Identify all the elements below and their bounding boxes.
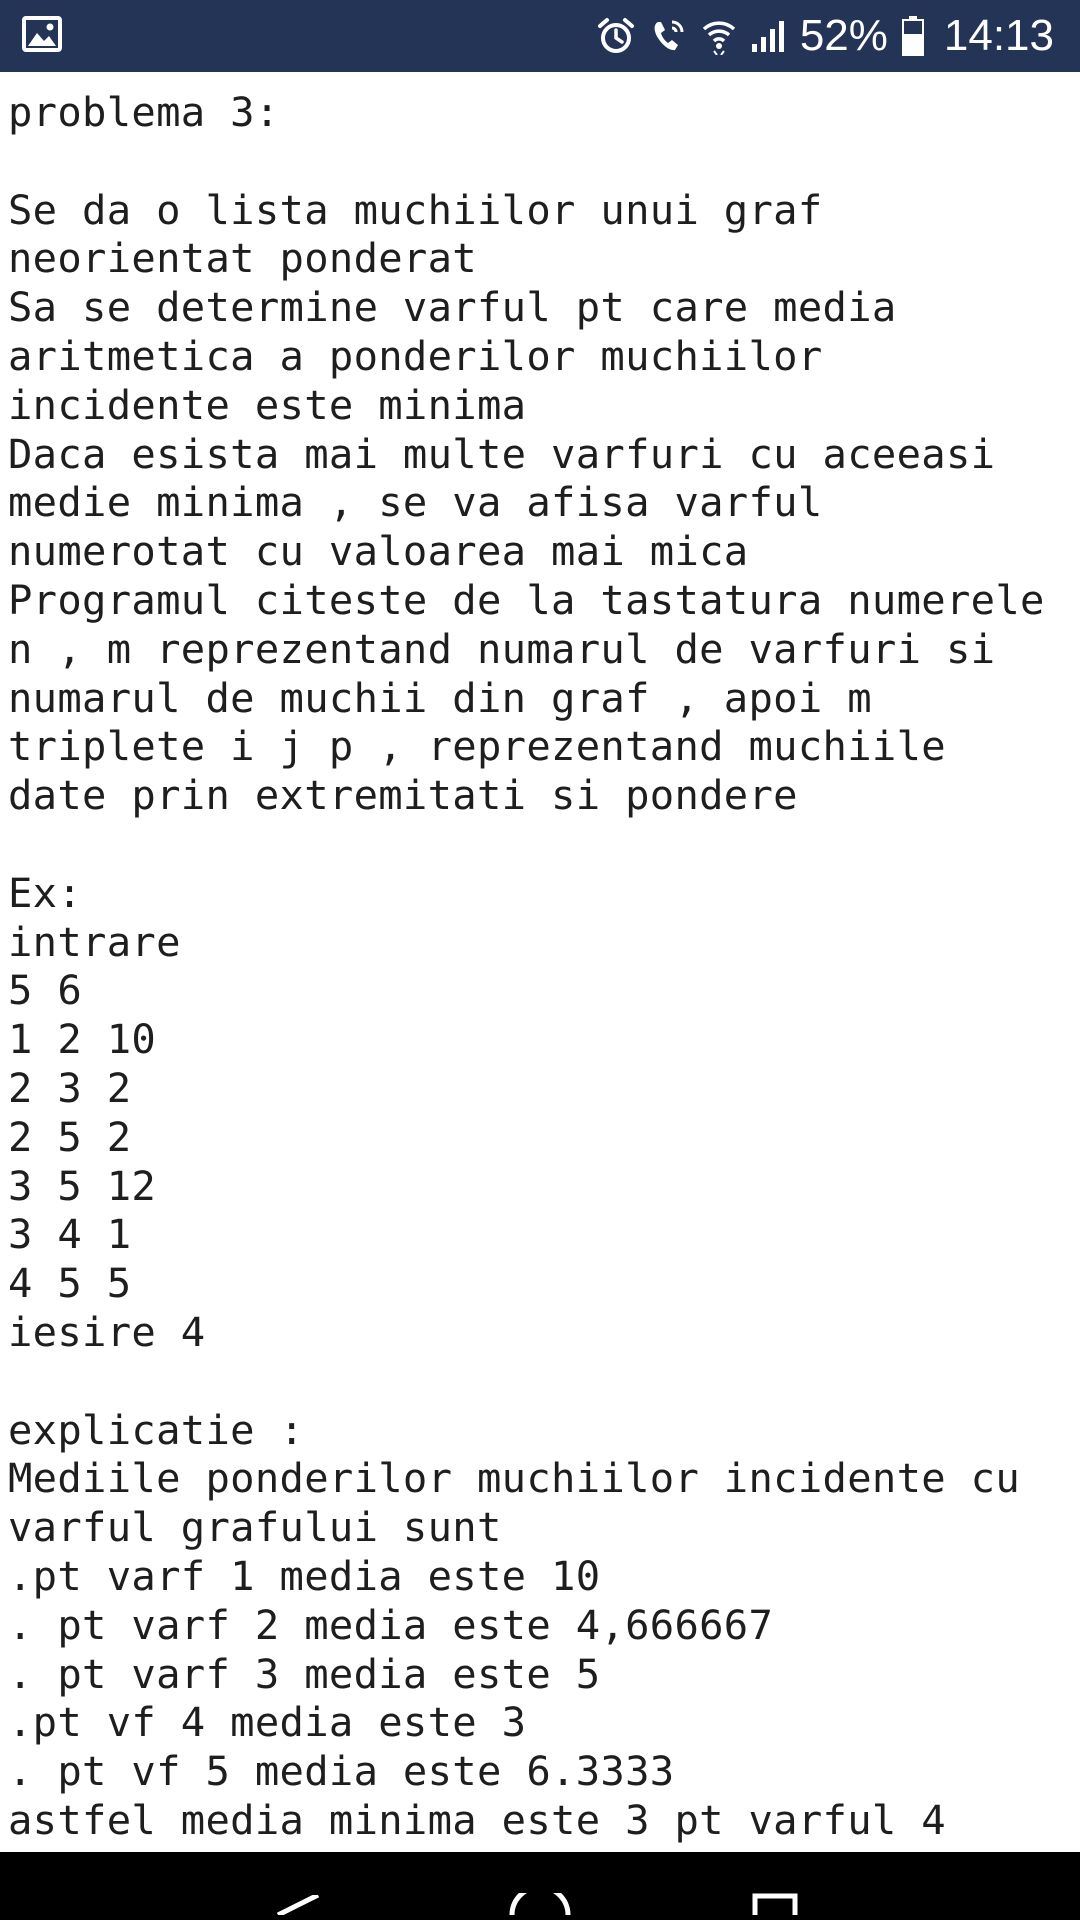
text-line: triplete i j p , reprezentand muchiile bbox=[8, 722, 946, 771]
signal-icon bbox=[750, 18, 786, 54]
text-line: medie minima , se va afisa varful bbox=[8, 478, 823, 527]
text-line: varful grafului sunt bbox=[8, 1503, 502, 1552]
text-line: Daca esista mai multe varfuri cu aceeasi bbox=[8, 429, 996, 478]
text-line: . pt vf 5 media este 6.3333 bbox=[8, 1747, 675, 1796]
text-line: 3 4 1 bbox=[8, 1210, 132, 1259]
text-line: 3 5 12 bbox=[8, 1161, 157, 1210]
status-bar bbox=[0, 0, 1080, 72]
text-line: numerotat cu valoarea mai mica bbox=[8, 527, 749, 576]
navigation-bar bbox=[0, 1852, 1080, 1920]
text-line: neorientat ponderat bbox=[8, 234, 477, 283]
text-line: Mediile ponderilor muchiilor incidente cu bbox=[8, 1454, 1021, 1503]
text-line: aritmetica a ponderilor muchiilor bbox=[8, 331, 823, 380]
document-text bbox=[0, 72, 1080, 1845]
text-line: Programul citeste de la tastatura numerele bbox=[8, 575, 1045, 624]
blank-line bbox=[8, 1357, 1080, 1406]
text-line: Se da o lista muchiilor unui graf bbox=[8, 185, 823, 234]
text-line: astfel media minima este 3 pt varful 4 bbox=[8, 1795, 946, 1844]
battery-percent: 52% bbox=[799, 11, 888, 60]
text-line: iesire 4 bbox=[8, 1307, 206, 1356]
clock: 14:13 bbox=[943, 11, 1054, 60]
text-line: . pt varf 2 media este 4,666667 bbox=[8, 1600, 774, 1649]
wifi-call-icon bbox=[650, 16, 688, 56]
text-line: 4 5 5 bbox=[8, 1259, 132, 1308]
recents-icon[interactable] bbox=[752, 1893, 798, 1920]
text-line: date prin extremitati si pondere bbox=[8, 771, 798, 820]
gallery-icon bbox=[22, 16, 62, 52]
text-line: Sa se determine varful pt care media bbox=[8, 283, 897, 332]
text-line: problema 3: bbox=[8, 88, 280, 136]
text-line: numarul de muchii din graf , apoi m bbox=[8, 673, 872, 722]
text-line: intrare bbox=[8, 917, 181, 966]
home-icon[interactable] bbox=[508, 1893, 572, 1920]
blank-line bbox=[8, 820, 1080, 869]
document-view[interactable] bbox=[0, 72, 1080, 1852]
back-icon[interactable] bbox=[274, 1895, 322, 1920]
text-line: incidente este minima bbox=[8, 380, 527, 429]
text-line: Ex: bbox=[8, 868, 83, 917]
text-line: 5 6 bbox=[8, 966, 83, 1015]
text-line: .pt vf 4 media este 3 bbox=[8, 1698, 527, 1747]
blank-line bbox=[8, 137, 1080, 186]
wifi-icon bbox=[702, 17, 736, 55]
text-line: n , m reprezentand numarul de varfuri si bbox=[8, 624, 996, 673]
alarm-icon bbox=[596, 16, 636, 56]
text-line: 2 5 2 bbox=[8, 1112, 132, 1161]
text-line: .pt varf 1 media este 10 bbox=[8, 1551, 601, 1600]
status-icons bbox=[596, 0, 1054, 72]
text-line: . pt varf 3 media este 5 bbox=[8, 1649, 601, 1698]
battery-icon bbox=[902, 16, 924, 56]
text-line: 1 2 10 bbox=[8, 1015, 157, 1064]
text-line: explicatie : bbox=[8, 1405, 305, 1454]
text-line: 2 3 2 bbox=[8, 1063, 132, 1112]
